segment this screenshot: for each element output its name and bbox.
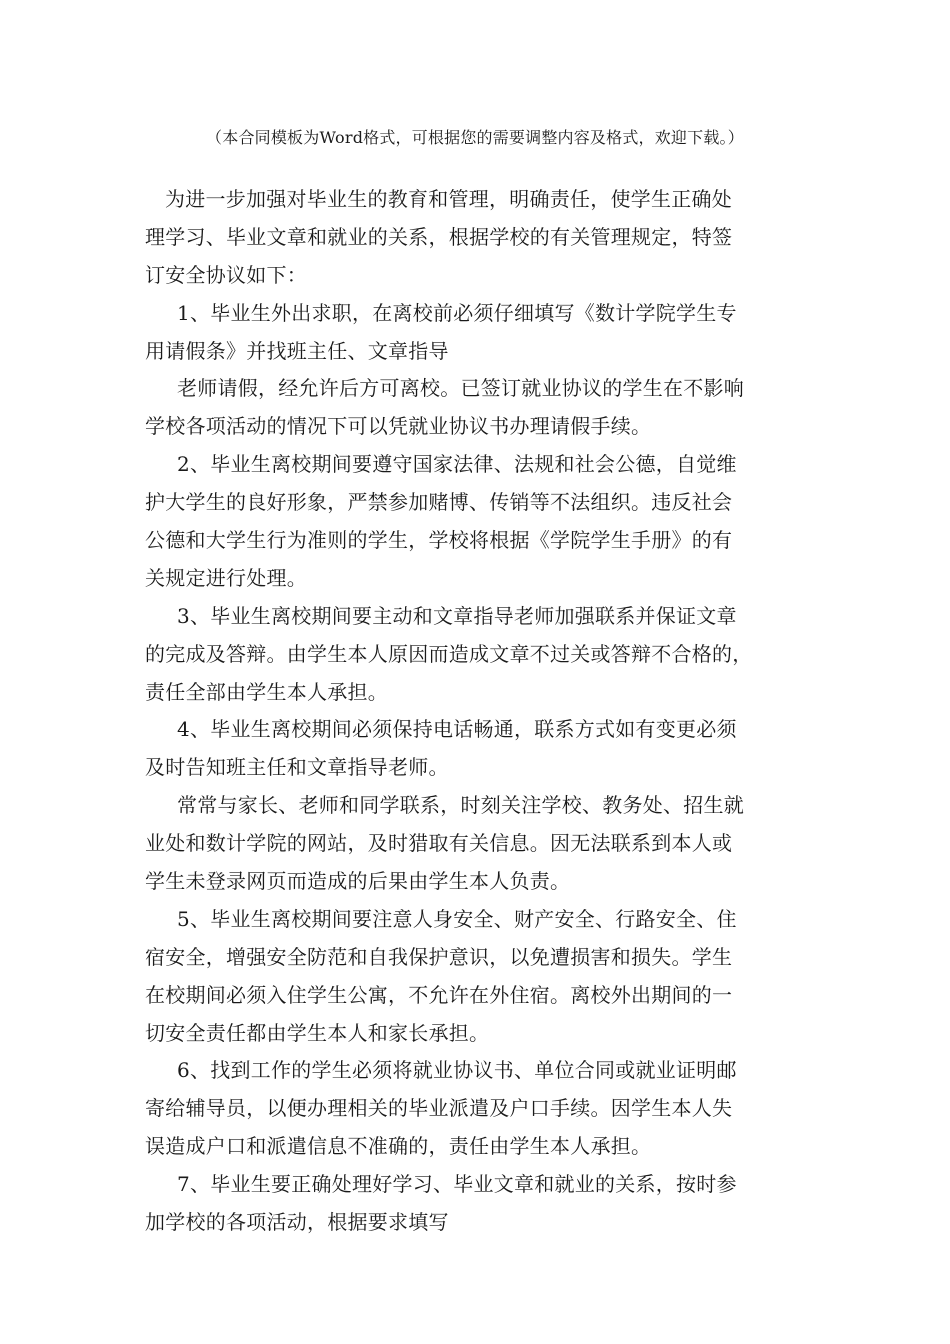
clause-line: 老师请假，经允许后方可离校。已签订就业协议的学生在不影响 (177, 376, 744, 401)
paragraph-line: 为进一步加强对毕业生的教育和管理，明确责任，使学生正确处 (165, 187, 732, 211)
template-note: （本合同模板为Word格式，可根据您的需要调整内容及格式，欢迎下载。） (206, 128, 744, 147)
clause-line: 3、毕业生离校期间要主动和文章指导老师加强联系并保证文章 (177, 603, 737, 628)
clause-line: 护大学生的良好形象，严禁参加赌博、传销等不法组织。违反社会 (145, 490, 733, 515)
clause-line: 4、毕业生离校期间必须保持电话畅通，联系方式如有变更必须 (177, 717, 737, 742)
clause-line: 常常与家长、老师和同学联系，时刻关注学校、教务处、招生就 (177, 793, 744, 818)
paragraph-line: 理学习、毕业文章和就业的关系，根据学校的有关管理规定，特签 (145, 224, 733, 249)
clause-line: 关规定进行处理。 (145, 565, 307, 590)
clause-line: 及时告知班主任和文章指导老师。 (145, 755, 449, 780)
clause-line: 公德和大学生行为准则的学生，学校将根据《学院学生手册》的有 (145, 528, 733, 553)
clause-line: 加学校的各项活动，根据要求填写 (145, 1210, 449, 1235)
clause-line: 责任全部由学生本人承担。 (145, 679, 388, 704)
clause-line: 业处和数计学院的网站，及时猎取有关信息。因无法联系到本人或 (145, 831, 733, 856)
clause-line: 的完成及答辩。由学生本人原因而造成文章不过关或答辩不合格的， (145, 641, 753, 666)
clause-line: 7、毕业生要正确处理好学习、毕业文章和就业的关系，按时参 (177, 1172, 737, 1197)
clause-line: 宿安全，增强安全防范和自我保护意识，以免遭损害和损失。学生 (145, 944, 733, 969)
clause-line: 误造成户口和派遣信息不准确的，责任由学生本人承担。 (145, 1134, 652, 1159)
clause-line: 学校各项活动的情况下可以凭就业协议书办理请假手续。 (145, 414, 652, 439)
clause-line: 2、毕业生离校期间要遵守国家法律、法规和社会公德，自觉维 (177, 452, 737, 477)
paragraph-line: 订安全协议如下： (145, 262, 307, 287)
clause-line: 5、毕业生离校期间要注意人身安全、财产安全、行路安全、住 (177, 906, 737, 931)
agreement-body (145, 181, 805, 1242)
clause-line: 用请假条》并找班主任、文章指导 (145, 338, 449, 363)
clause-line: 1、毕业生外出求职，在离校前必须仔细填写《数计学院学生专 (177, 300, 737, 325)
clause-line: 6、找到工作的学生必须将就业协议书、单位合同或就业证明邮 (177, 1058, 737, 1083)
clause-line: 寄给辅导员，以便办理相关的毕业派遣及户口手续。因学生本人失 (145, 1096, 733, 1121)
clause-line: 切安全责任都由学生本人和家长承担。 (145, 1020, 490, 1045)
clause-line: 学生未登录网页而造成的后果由学生本人负责。 (145, 869, 571, 894)
clause-line: 在校期间必须入住学生公寓，不允许在外住宿。离校外出期间的一 (145, 982, 733, 1007)
